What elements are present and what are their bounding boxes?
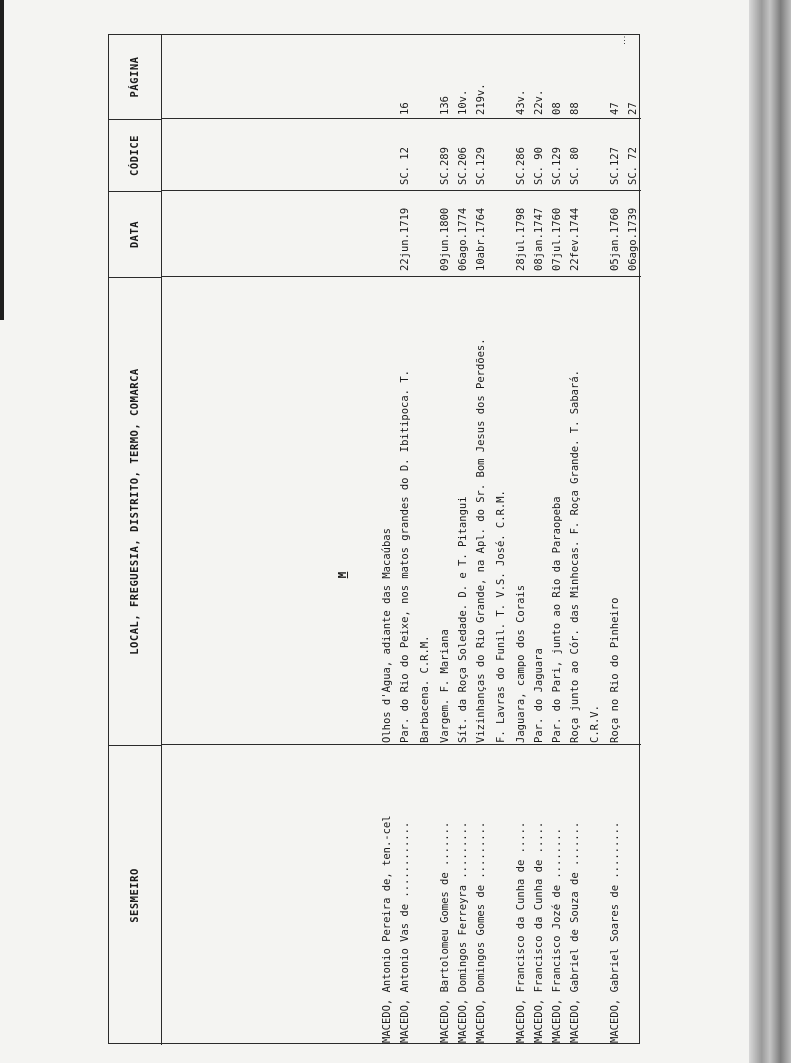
pagina-cell: 43v.: [515, 89, 527, 115]
sesmeiro-cell: MACEDO, Francisco da Cunha de .....: [515, 821, 527, 1043]
corner-mark: ⋮: [620, 36, 629, 46]
date-cell: 22jun.1719: [399, 207, 411, 271]
date-cell: 08jan.1747: [533, 207, 545, 271]
date-cell: 05jan.1760: [609, 207, 621, 271]
scan-binding-strip: [749, 0, 791, 1063]
pagina-cell: 219v.: [475, 83, 487, 115]
date-cell: 28jul.1798: [515, 207, 527, 271]
pagina-cell: 10v.: [457, 89, 469, 115]
sesmeiro-cell: MACEDO, Domingos Gomes de .........: [475, 821, 487, 1043]
sesmeiro-cell: MACEDO, Antonio Pereira de, ten.-cel: [381, 815, 393, 1043]
table-row: [515, 35, 535, 1045]
table-row: [551, 35, 571, 1045]
codice-cell: SC. 90: [533, 147, 545, 185]
sesmeiro-cell: MACEDO, Gabriel Soares de .........: [609, 821, 621, 1043]
document-page: [108, 34, 640, 1044]
pagina-cell: 47: [609, 102, 621, 115]
codice-cell: SC.289: [439, 147, 451, 185]
table-row: [419, 35, 439, 1045]
header-local: LOCAL, FREGUESIA, DISTRITO, TERMO, COMARCA: [109, 277, 161, 745]
local-cell: Par. do Pari, junto ao Rio da Paraopeba: [551, 496, 563, 743]
table-row: [609, 35, 629, 1045]
sesmeiro-cell: MACEDO, Francisco Jozé de ........: [551, 828, 563, 1043]
header-sesmeiro: SESMEIRO: [109, 745, 161, 1045]
codice-cell: SC. 80: [569, 147, 581, 185]
codice-cell: SC.286: [515, 147, 527, 185]
codice-cell: SC. 12: [399, 147, 411, 185]
codice-cell: SC.206: [457, 147, 469, 185]
local-cell: Vargem. F. Mariana: [439, 629, 451, 743]
local-cell: Jaguara, campo dos Corais: [515, 584, 527, 743]
table-row: [381, 35, 401, 1045]
table-row: [457, 35, 477, 1045]
pagina-cell: 22v.: [533, 89, 545, 115]
sesmeiro-cell: MACEDO, Gabriel de Souza de .......: [569, 821, 581, 1043]
sesmarias-table: [109, 35, 641, 1045]
table-row: [399, 35, 419, 1045]
date-cell: 22fev.1744: [569, 207, 581, 271]
table-row: [533, 35, 553, 1045]
pagina-cell: 27: [627, 102, 639, 115]
codice-cell: SC.129: [551, 147, 563, 185]
date-cell: 06ago.1774: [457, 207, 469, 271]
codice-cell: SC. 72: [627, 147, 639, 185]
section-letter: M: [336, 571, 349, 579]
pagina-cell: 88: [569, 102, 581, 115]
table-row: [627, 35, 647, 1045]
codice-cell: SC.129: [475, 147, 487, 185]
local-cell: Par. do Jaguara: [533, 648, 545, 743]
sesmeiro-cell: MACEDO, Antonio Vas de ............: [399, 821, 411, 1043]
codice-cell: SC.127: [609, 147, 621, 185]
local-cell: Roça no Rio do Pinheiro: [609, 597, 621, 743]
sesmeiro-cell: MACEDO, Domingos Ferreyra .........: [457, 821, 469, 1043]
pagina-cell: 16: [399, 102, 411, 115]
pagina-cell: 08: [551, 102, 563, 115]
header-pagina: PÁGINA: [129, 56, 141, 98]
local-cell: Vizinhanças do Rio Grande, na Apl. do Sr. Bom Jesus dos Perdões.: [475, 338, 487, 743]
local-cell: F. Lavras do Funil. T. V.S. José. C.R.M.: [495, 490, 507, 743]
scan-edge-mark: [0, 0, 4, 320]
local-cell: Barbacena. C.R.M.: [419, 635, 431, 743]
date-cell: 10abr.1764: [475, 207, 487, 271]
sesmeiro-cell: MACEDO, Bartolomeu Gomes de .......: [439, 821, 451, 1043]
table-row: [439, 35, 459, 1045]
header-data: DATA: [109, 191, 161, 277]
table-header: [109, 35, 162, 1045]
table-row: [569, 35, 589, 1045]
sesmeiro-cell: MACEDO, Francisco da Cunha de .....: [533, 821, 545, 1043]
date-cell: 06ago.1739: [627, 207, 639, 271]
pagina-cell: 136: [439, 96, 451, 115]
local-cell: Par. do Rio do Peixe, nos matos grandes do D. Ibitipoca. T.: [399, 370, 411, 743]
table-row: [589, 35, 609, 1045]
date-cell: 09jun.1800: [439, 207, 451, 271]
local-cell: Olhos d'Água, adiante das Macaúbas: [381, 528, 393, 743]
local-cell: Roça junto ao Cór. das Minhocas. F. Roça Grande. T. Sabará.: [569, 370, 581, 743]
table-row: [495, 35, 515, 1045]
header-codice: CÓDICE: [109, 119, 161, 191]
local-cell: Sít. da Roça Soledade. D. e T. Pitangui: [457, 496, 469, 743]
local-cell: C.R.V.: [589, 705, 601, 743]
table-row: [475, 35, 495, 1045]
table-body: [161, 35, 641, 1045]
date-cell: 07jul.1760: [551, 207, 563, 271]
